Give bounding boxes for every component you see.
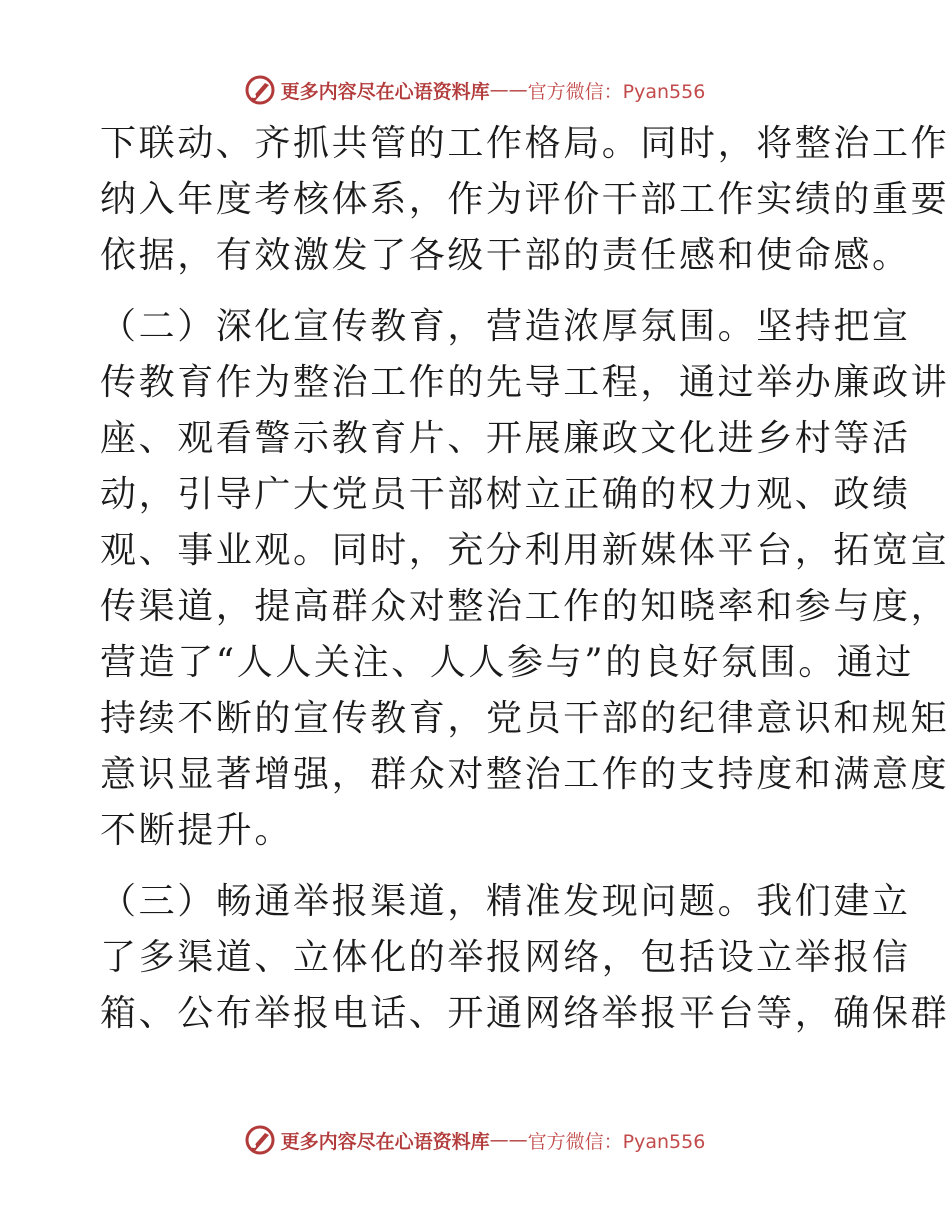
header-watermark (0, 70, 950, 110)
pen-logo-icon (245, 75, 275, 105)
header-contact: 官方微信：Pyan556 (527, 80, 706, 103)
text-line: 了多渠道、立体化的举报网络，包括设立举报信 (100, 937, 911, 978)
paragraph-2 (100, 299, 950, 859)
text-line: 下联动、齐抓共管的工作格局。同时，将整治工作 (100, 123, 950, 164)
text-line: 纳入年度考核体系，作为评价干部工作实绩的重要 (100, 179, 950, 220)
footer-dash: —— (489, 1129, 528, 1151)
text-line: 观、事业观。同时，充分利用新媒体平台，拓宽宣 (100, 530, 950, 571)
text-line: 传教育作为整治工作的先导工程，通过举办廉政讲 (100, 362, 950, 403)
text-line: 传渠道，提高群众对整治工作的知晓率和参与度， (100, 586, 950, 627)
header-dash: —— (489, 79, 528, 101)
text-line: 意识显著增强，群众对整治工作的支持度和满意度 (100, 754, 950, 795)
text-line: 座、观看警示教育片、开展廉政文化进乡村等活 (100, 418, 911, 459)
text-line: 箱、公布举报电话、开通网络举报平台等，确保群 (100, 993, 950, 1034)
paragraph-3 (100, 874, 950, 1042)
text-line: （二）深化宣传教育，营造浓厚氛围。坚持把宣 (100, 306, 911, 347)
text-line: 动，引导广大党员干部树立正确的权力观、政绩 (100, 474, 911, 515)
text-line: 依据，有效激发了各级干部的责任感和使命感。 (100, 235, 911, 276)
paragraph-1 (100, 116, 950, 284)
document-body (100, 116, 950, 1042)
text-line: 持续不断的宣传教育，党员干部的纪律意识和规矩 (100, 698, 950, 739)
text-line: 不断提升。 (100, 810, 294, 851)
header-site-name: 更多内容尽在心语资料库 (280, 80, 490, 103)
footer-watermark (0, 1120, 950, 1160)
pen-logo-icon (245, 1125, 275, 1155)
text-line: 营造了“人人关注、人人参与”的良好氛围。通过 (100, 642, 915, 683)
footer-contact: 官方微信：Pyan556 (527, 1130, 706, 1153)
text-line: （三）畅通举报渠道，精准发现问题。我们建立 (100, 881, 911, 922)
footer-site-name: 更多内容尽在心语资料库 (280, 1130, 490, 1153)
